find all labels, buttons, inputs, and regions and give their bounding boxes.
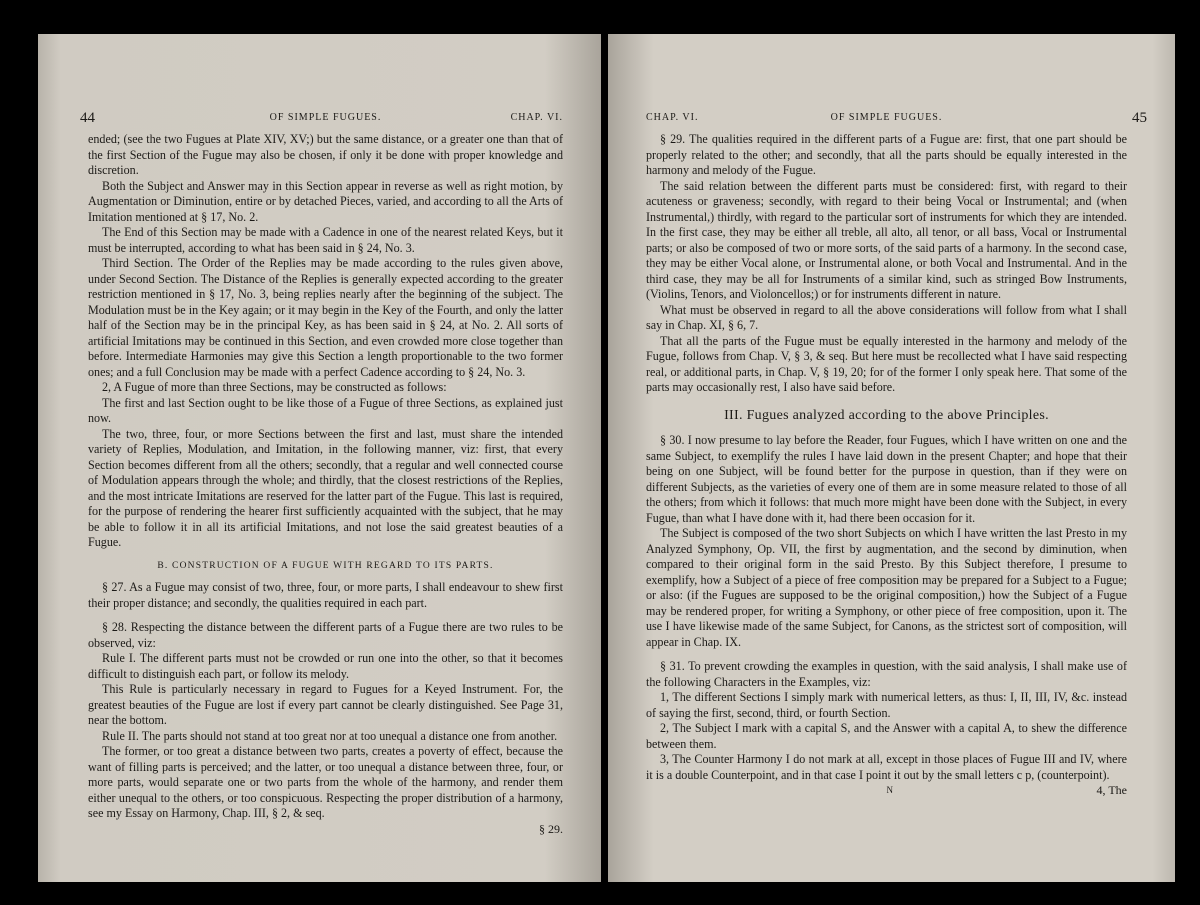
signature-mark: N	[886, 785, 893, 795]
right-body-text	[646, 132, 1127, 783]
right-footer	[646, 783, 1127, 799]
paragraph: § 31. To prevent crowding the examples in question, with the said analysis, I shall make use of the following Characters in the Examples, viz:	[646, 659, 1127, 689]
paragraph: Rule I. The different parts must not be crowded or run one into the other, so that it becomes difficult to distinguish each part, or follow its melody.	[88, 651, 563, 681]
running-title: OF SIMPLE FUGUES.	[830, 112, 943, 123]
left-body-text	[88, 132, 563, 822]
left-running-header	[80, 110, 563, 132]
catchword: § 29.	[539, 821, 563, 836]
paragraph: 1, The different Sections I simply mark with numerical letters, as thus: I, II, III, IV, &c. instead of saying the first, second, third, or fourth Section.	[646, 690, 1127, 720]
paragraph: § 28. Respecting the distance between the different parts of a Fugue there are two rules to be observed, viz:	[88, 620, 563, 650]
paragraph: 2, The Subject I mark with a capital S, and the Answer with a capital A, to shew the difference between them.	[646, 721, 1127, 751]
paragraph: Both the Subject and Answer may in this Section appear in reverse as well as right motion, by Augmentation or Diminution, entire or by detached Pieces, varied, and according to all the Arts of Imitation mentioned at § 17, No. 2.	[88, 178, 563, 224]
right-page	[608, 34, 1175, 882]
running-title: OF SIMPLE FUGUES.	[269, 112, 382, 123]
paragraph: § 27. As a Fugue may consist of two, three, four, or more parts, I shall endeavour to shew first their proper distance; and secondly, the qualities required in each part.	[88, 580, 563, 610]
paragraph: What must be observed in regard to all the above considerations will follow from what I shall say in Chap. XI, § 6, 7.	[646, 302, 1127, 332]
paragraph: § 30. I now presume to lay before the Reader, four Fugues, which I have written on one and the same Subject, to exemplify the rules I have laid down in the present Chapter; and hope that their being on one Subject, will be found better for the purpose in question, than if they were on different Subjects, as the varieties of every one of them are in some measure related to those of all the others; from which it follows: that much more might have been done with the Subject, in every Fugue, than what I have done with it, had there been occasion for it.	[646, 433, 1127, 525]
paragraph: The said relation between the different parts must be considered: first, with regard to their acuteness or graveness; secondly, with regard to their being Vocal or Instrumental; and (when Instrumental,) thirdly, with regard to the particular sort of instruments for which they are intended. In the first case, they may be either all treble, all alto, all tenor, or all bass, Vocal or Instrumental parts; or also be composed of two or more sorts, of the said parts of a harmony. In the second case, they may be either Vocal alone, or Instrumental alone, or both Vocal and Instrumental. And in the third case, they may be all for Instruments of a similar kind, such as stringed Bow Instruments, (Violins, Tenors, and Violoncellos;) or for instruments different in nature.	[646, 178, 1127, 301]
paragraph: The End of this Section may be made with a Cadence in one of the nearest related Keys, but it must be interrupted, according to what has been said in § 24, No. 3.	[88, 225, 563, 255]
chapter-label: CHAP. VI.	[646, 112, 699, 123]
paragraph: The first and last Section ought to be like those of a Fugue of three Sections, as explained just now.	[88, 395, 563, 425]
catchword: 4, The	[1096, 783, 1127, 797]
section-heading: B. CONSTRUCTION OF A FUGUE WITH REGARD TO ITS PARTS.	[157, 560, 494, 571]
right-running-header	[646, 110, 1147, 132]
paragraph: The two, three, four, or more Sections between the first and last, must share the intended variety of Replies, Modulation, and Imitation, in the following manner, viz: first, that every Section becomes different from all the others; secondly, that a regular and well connected course of Modulation appears through the whole; and thirdly, that the closest restrictions of the Replies, and the most intricate Imitations are reserved for the latter part of the Fugue. This last is required, for the purpose of rendering the hearer first sufficiently acquainted with the subject, that he may be able to follow it in all its artificial Imitations, and not lose the said greatest beauties of a Fugue.	[88, 426, 563, 549]
paragraph: 3, The Counter Harmony I do not mark at all, except in those places of Fugue III and IV, where it is a double Counterpoint, and in that case I point it out by the small letters c p, (counterpoint).	[646, 752, 1127, 782]
paragraph: 2, A Fugue of more than three Sections, may be constructed as follows:	[102, 380, 447, 394]
paragraph: The Subject is composed of the two short Subjects on which I have written the last Presto in my Analyzed Symphony, Op. VII, the first by augmentation, and the second by diminution, when compared to their original form in the said Presto. By this Subject therefore, I presume to exemplify, how a Subject of a piece of free composition may be prepared for a Subject to a Fugue; or also: (if the Fugues are supposed to be the original composition,) how the Subject of a Fugue may be rendered proper, for writing a Symphony, or other piece of free composition, upon it. The use I have likewise made of the same Subject, for Canons, as the strictest sort of composition, will appear in Chap. IX.	[646, 526, 1127, 649]
page-number: 45	[1132, 110, 1147, 126]
paragraph: § 29. The qualities required in the different parts of a Fugue are: first, that one part should be properly related to the other; and secondly, that all the parts should be equally interested in the harmony and melody of the Fugue.	[646, 132, 1127, 177]
left-page	[38, 34, 601, 882]
paragraph: Rule II. The parts should not stand at too great nor at too unequal a distance one from another.	[102, 728, 558, 743]
page-number: 44	[80, 110, 95, 126]
paragraph: ended; (see the two Fugues at Plate XIV, XV;) but the same distance, or a greater one than that of the first Section of the Fugue may also be chosen, if only it be done with proper knowledge and discretion.	[88, 132, 563, 177]
paragraph: The former, or too great a distance between two parts, creates a poverty of effect, because the want of filling parts is perceived; and the latter, or too unequal a distance between three, four, or more parts, would separate one or two parts from the whole of the harmony, and render them either unequal to the others, or too conspicuous. Respecting the proper distribution of a harmony, see my Essay on Harmony, Chap. III, § 2, & seq.	[88, 744, 563, 820]
paragraph: Third Section. The Order of the Replies may be made according to the rules given above, under Second Section. The Distance of the Replies is generally expected according to the greater restriction mentioned in § 17, No. 3, being replies nearly after the beginning of the subject. The Modulation must be in the Key again; or it may begin in the Key of the Fourth, and only the latter half of the Section may be in the principal Key, as has been said in § 24, at No. 2. All sorts of artificial Imitations may be continued in this Section, and even crowded more close together than before. Intermediate Harmonies may give this Section a length proportionable to the two former ones; and a full Conclusion may be made with a perfect Cadence according to § 24, No. 3.	[88, 256, 563, 379]
paragraph: That all the parts of the Fugue must be equally interested in the harmony and melody of the Fugue, follows from Chap. V, § 3, & seq. But here must be recollected what I have said respecting real, or additional parts, in Chap. V, § 19, 20; for of the former I only speak here. That some of the parts may occasionally rest, I also have said before.	[646, 333, 1127, 394]
chapter-label: CHAP. VI.	[510, 112, 563, 123]
paragraph: This Rule is particularly necessary in regard to Fugues for a Keyed Instrument. For, the greatest beauties of the Fugue are lost if every part cannot be clearly distinguished. See Page 31, near the bottom.	[88, 682, 563, 727]
left-footer	[88, 822, 563, 838]
section-heading: III. Fugues analyzed according to the above Principles.	[724, 407, 1049, 423]
